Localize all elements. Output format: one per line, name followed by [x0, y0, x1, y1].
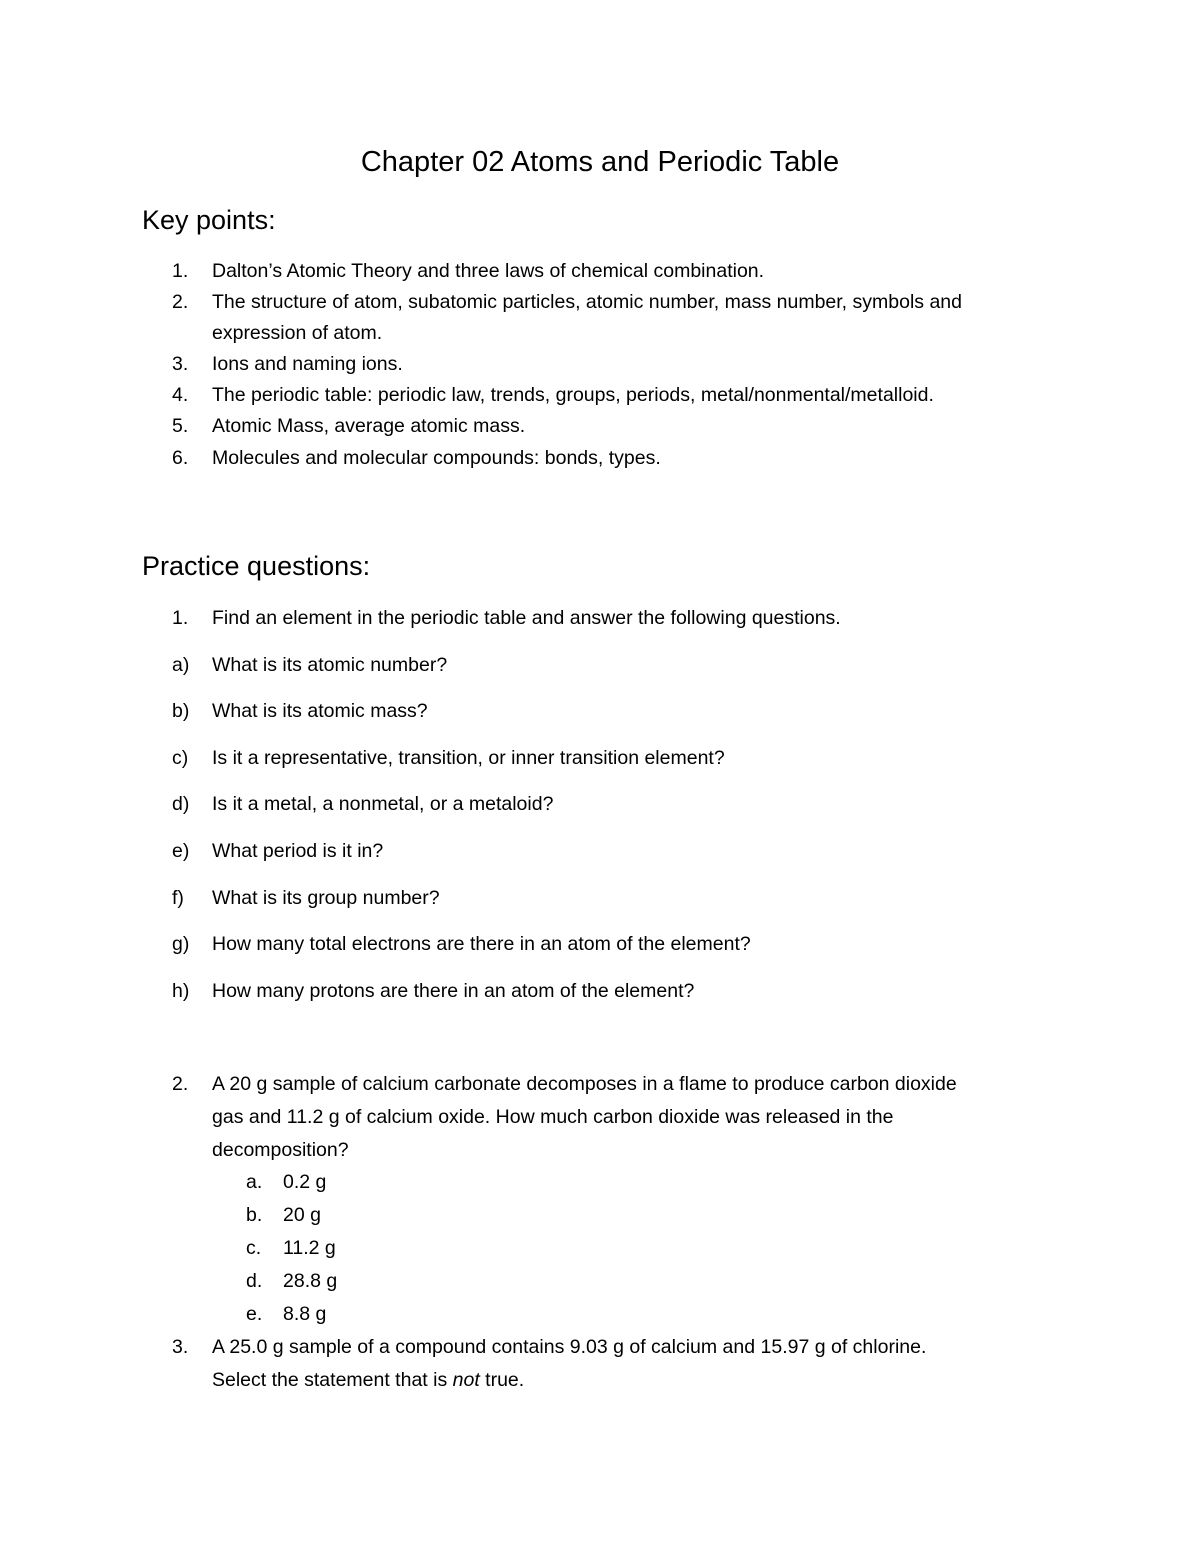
- option-text: 28.8 g: [283, 1270, 338, 1292]
- question-continuation: [0, 1134, 1200, 1166]
- part-text: Is it a metal, a nonmetal, or a metaloid?: [212, 793, 554, 815]
- part-label: h): [172, 980, 190, 1002]
- list-number: 2.: [172, 291, 189, 313]
- question-text: Find an element in the periodic table and answer the following questions.: [212, 607, 841, 629]
- key-point-item: [0, 410, 1200, 442]
- option-label: e.: [246, 1303, 263, 1325]
- part-text: What is its group number?: [212, 887, 440, 909]
- key-point-item: [0, 379, 1200, 411]
- list-number: 3.: [172, 353, 189, 375]
- part-label: g): [172, 933, 190, 955]
- part-text: How many total electrons are there in an atom of the element?: [212, 933, 751, 955]
- list-number: 1.: [172, 260, 189, 282]
- question-text-before: Select the statement that is: [212, 1369, 453, 1391]
- part-text: What is its atomic mass?: [212, 700, 428, 722]
- part-label: f): [172, 887, 184, 909]
- question-part: [0, 695, 1200, 727]
- question-text: gas and 11.2 g of calcium oxide. How much carbon dioxide was released in the: [212, 1106, 894, 1128]
- question-part: [0, 882, 1200, 914]
- question-emphasis: not: [452, 1369, 480, 1391]
- list-text: expression of atom.: [212, 322, 383, 344]
- part-text: What period is it in?: [212, 840, 384, 862]
- key-point-item: [0, 442, 1200, 474]
- part-label: d): [172, 793, 190, 815]
- question-part: [0, 649, 1200, 681]
- option-label: b.: [246, 1204, 263, 1226]
- question-1: [0, 602, 1200, 634]
- list-text: Ions and naming ions.: [212, 353, 403, 375]
- question-part: [0, 928, 1200, 960]
- list-text: Dalton’s Atomic Theory and three laws of chemical combination.: [212, 260, 765, 282]
- option-label: c.: [246, 1237, 262, 1259]
- page-title: Chapter 02 Atoms and Periodic Table: [360, 146, 840, 178]
- option-text: 11.2 g: [283, 1237, 336, 1259]
- option-label: a.: [246, 1171, 263, 1193]
- question-3: [0, 1331, 1200, 1363]
- question-text-line: [212, 1364, 524, 1396]
- list-text: Atomic Mass, average atomic mass.: [212, 415, 526, 437]
- list-text: Molecules and molecular compounds: bonds, types.: [212, 447, 661, 469]
- question-part: [0, 742, 1200, 774]
- question-part: [0, 788, 1200, 820]
- key-point-continuation: [0, 317, 1200, 349]
- list-number: 6.: [172, 447, 189, 469]
- part-text: Is it a representative, transition, or inner transition element?: [212, 747, 725, 769]
- answer-option: [0, 1232, 1200, 1264]
- list-number: 5.: [172, 415, 189, 437]
- question-continuation: [0, 1364, 1200, 1396]
- answer-option: [0, 1298, 1200, 1330]
- list-text: The structure of atom, subatomic particles, atomic number, mass number, symbols and: [212, 291, 962, 313]
- question-part: [0, 835, 1200, 867]
- part-label: c): [172, 747, 189, 769]
- question-number: 1.: [172, 607, 189, 629]
- practice-questions-heading: Practice questions:: [142, 551, 371, 581]
- question-number: 3.: [172, 1336, 189, 1358]
- part-label: b): [172, 700, 190, 722]
- question-number: 2.: [172, 1073, 189, 1095]
- key-point-item: [0, 348, 1200, 380]
- list-text: The periodic table: periodic law, trends, groups, periods, metal/nonmental/metalloid.: [212, 384, 934, 406]
- option-label: d.: [246, 1270, 263, 1292]
- part-text: What is its atomic number?: [212, 654, 448, 676]
- option-text: 20 g: [283, 1204, 321, 1226]
- option-text: 0.2 g: [283, 1171, 327, 1193]
- key-point-item: [0, 286, 1200, 318]
- question-text-after: true.: [479, 1369, 525, 1391]
- question-continuation: [0, 1101, 1200, 1133]
- answer-option: [0, 1265, 1200, 1297]
- question-part: [0, 975, 1200, 1007]
- key-point-item: [0, 255, 1200, 287]
- key-points-heading: Key points:: [142, 205, 276, 235]
- question-2: [0, 1068, 1200, 1100]
- answer-option: [0, 1166, 1200, 1198]
- part-label: a): [172, 654, 190, 676]
- answer-option: [0, 1199, 1200, 1231]
- part-label: e): [172, 840, 190, 862]
- option-text: 8.8 g: [283, 1303, 327, 1325]
- list-number: 4.: [172, 384, 189, 406]
- part-text: How many protons are there in an atom of the element?: [212, 980, 695, 1002]
- question-text: A 20 g sample of calcium carbonate decomposes in a flame to produce carbon dioxide: [212, 1073, 957, 1095]
- question-text: decomposition?: [212, 1139, 349, 1161]
- question-text: A 25.0 g sample of a compound contains 9.03 g of calcium and 15.97 g of chlorine.: [212, 1336, 927, 1358]
